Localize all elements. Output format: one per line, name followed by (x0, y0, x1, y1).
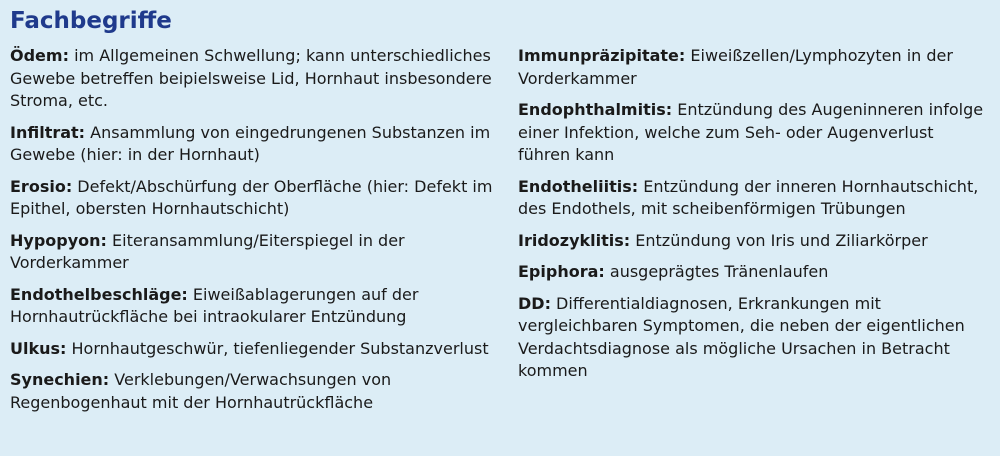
glossary-entry (10, 284, 498, 329)
glossary-term: DD: (518, 293, 551, 313)
glossary-entry (518, 99, 990, 167)
glossary-definition: Entzündung der inneren Hornhautschicht, des Endothels, mit scheibenförmigen Trübungen (518, 176, 979, 218)
glossary-term: Endophthalmitis: (518, 100, 673, 119)
glossary-entry (10, 369, 498, 414)
glossary-term: Iridozyklitis: (518, 230, 631, 250)
glossary-term: Synechien: (10, 370, 110, 389)
glossary-column-left (10, 45, 498, 423)
glossary-definition: Entzündung des Augeninneren infolge einer Infektion, welche zum Seh- oder Augenverlust führen kann (518, 100, 984, 164)
glossary-term: Ulkus: (10, 338, 67, 358)
glossary-definition: Eiteransammlung/Eiterspiegel in der Vorderkammer (10, 230, 405, 272)
glossary-entry (10, 176, 498, 221)
glossary-definition: Ansammlung von eingedrungenen Substanzen im Gewebe (hier: in der Hornhaut) (10, 122, 491, 164)
glossary-term: Epiphora: (518, 262, 605, 281)
glossary-definition: Defekt/Abschürfung der Oberfläche (hier: Defekt im Epithel, obersten Hornhautschicht) (10, 176, 493, 218)
glossary-entry (518, 230, 990, 253)
glossary-entry (518, 45, 990, 90)
glossary-definition: Verklebungen/Verwachsungen von Regenbogenhaut mit der Hornhautrückfläche (10, 370, 392, 412)
glossary-definition: im Allgemeinen Schwellung; kann unterschiedliches Gewebe betreffen beipielsweise Lid, Hornhaut insbesondere Stroma, etc. (10, 46, 492, 110)
glossary-entry (518, 293, 990, 383)
glossary-term: Erosio: (10, 176, 73, 196)
glossary-definition: Hornhautgeschwür, tiefenliegender Substanzverlust (66, 338, 489, 358)
glossary-term: Infiltrat: (10, 122, 86, 142)
glossary-entry (10, 338, 498, 361)
glossary-entry (10, 122, 498, 167)
glossary-entry (10, 230, 498, 275)
glossary-entry (10, 45, 498, 113)
glossary-definition: Eiweißablagerungen auf der Hornhautrückfläche bei intraokularer Entzündung (10, 284, 419, 326)
glossary-definition: Entzündung von Iris und Ziliarkörper (630, 230, 928, 250)
glossary-term: Endotheliitis: (518, 176, 639, 196)
glossary-term: Hypopyon: (10, 230, 107, 250)
glossary-definition: ausgeprägtes Tränenlaufen (604, 262, 829, 281)
glossary-definition: Eiweißzellen/Lymphozyten in der Vorderkammer (518, 46, 953, 88)
glossary-title: Fachbegriffe (10, 8, 172, 34)
glossary-term: Endothelbeschläge: (10, 284, 188, 304)
glossary-column-right (518, 45, 990, 423)
glossary-term: Immunpräzipitate: (518, 46, 686, 65)
glossary-definition: Differentialdiagnosen, Erkrankungen mit vergleichbaren Symptomen, die neben der eigentlichen Verdachtsdiagnose als mögliche Ursachen in Betracht kommen (518, 293, 965, 380)
glossary-columns (10, 45, 990, 423)
glossary-entry (518, 176, 990, 221)
glossary-term: Ödem: (10, 46, 69, 65)
glossary-entry (518, 261, 990, 284)
